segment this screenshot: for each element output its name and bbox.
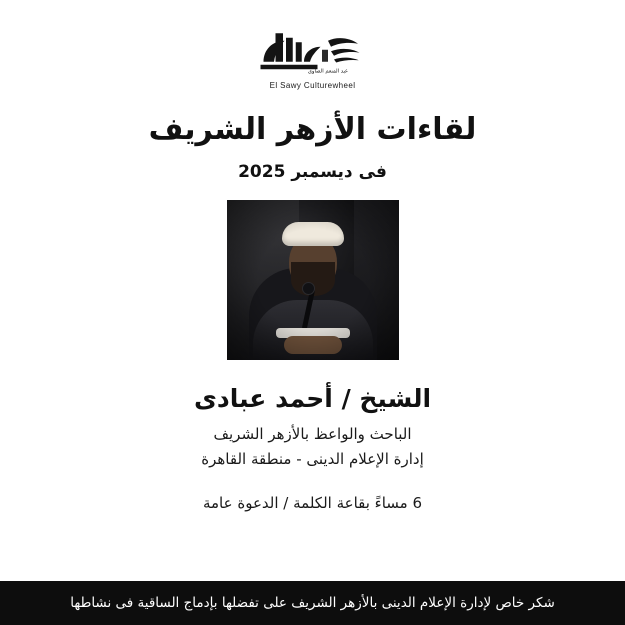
footer-text: شكر خاص لإدارة الإعلام الدينى بالأزهر الشريف على تفضلها بإدماج الساقية فى نشاطها — [70, 595, 555, 611]
logo-latin-caption: El Sawy Culturewheel — [269, 81, 356, 90]
el-sawy-culturewheel-logo-icon — [253, 26, 373, 78]
footer-bar — [0, 581, 625, 625]
speaker-name: الشيخ / أحمد عبادى — [193, 384, 432, 413]
speaker-photo — [227, 200, 399, 360]
speaker-role-line-1: الباحث والواعظ بالأزهر الشريف — [213, 425, 412, 443]
logo-block — [233, 26, 393, 90]
page-subtitle: فى ديسمبر 2025 — [238, 162, 387, 182]
event-details: 6 مساءً بقاعة الكلمة / الدعوة عامة — [202, 493, 423, 512]
photo-vignette — [227, 200, 399, 360]
svg-text:عبد المنعم الصاوى: عبد المنعم الصاوى — [307, 68, 348, 75]
page-title: لقاءات الأزهر الشريف — [148, 112, 477, 147]
speaker-role-line-2: إدارة الإعلام الدينى - منطقة القاهرة — [201, 450, 424, 469]
